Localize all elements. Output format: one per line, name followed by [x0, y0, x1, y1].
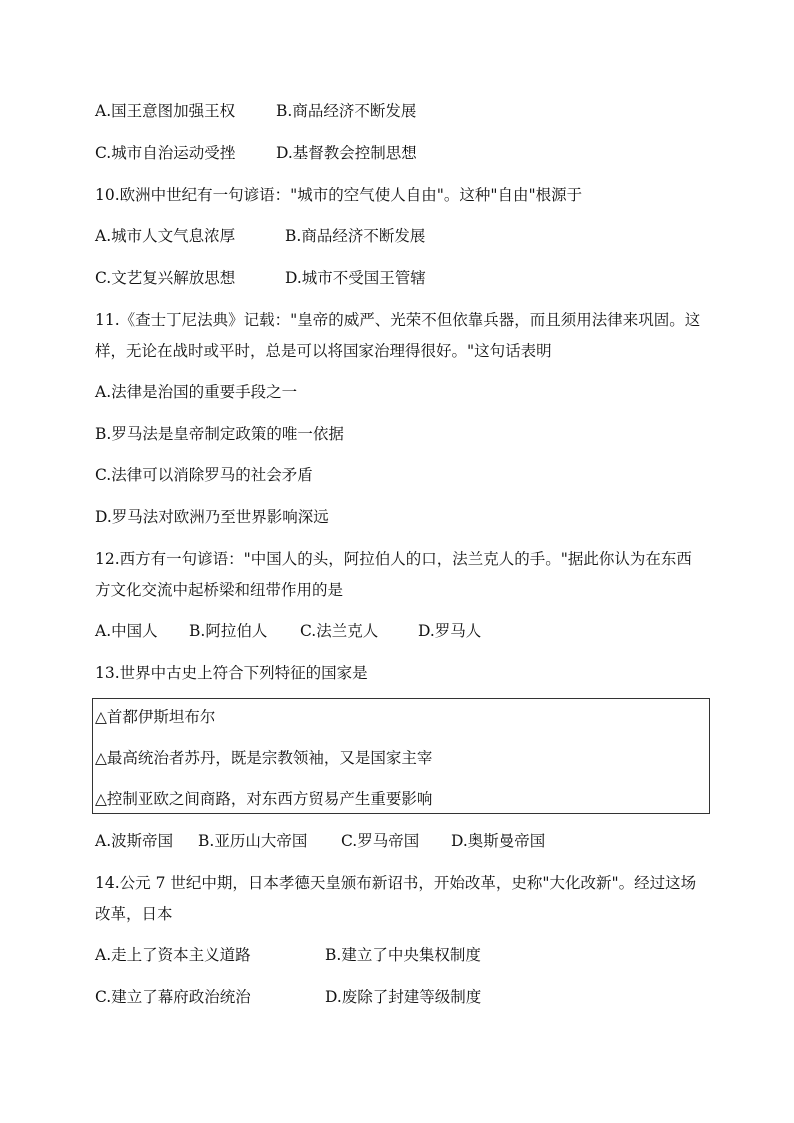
q11-option-a[interactable]: A.法律是治国的重要手段之一 [95, 383, 298, 401]
q11-option-c[interactable]: C.法律可以消除罗马的社会矛盾 [95, 466, 313, 484]
q9-option-c[interactable]: C.城市自治运动受挫 [95, 144, 236, 162]
q12-option-d[interactable]: D.罗马人 [418, 622, 482, 640]
q10-option-c[interactable]: C.文艺复兴解放思想 [95, 269, 236, 287]
q12-stem-line2: 方文化交流中起桥梁和纽带作用的是 [95, 581, 344, 599]
q14-stem-line1: 14.公元 7 世纪中期，日本孝德天皇颁布新诏书，开始改革，史称"大化改新"。经过这场 [95, 874, 697, 892]
q13-option-a[interactable]: A.波斯帝国 [95, 832, 174, 850]
q13-option-c[interactable]: C.罗马帝国 [341, 832, 420, 850]
q13-feature-2: △最高统治者苏丹，既是宗教领袖，又是国家主宰 [95, 749, 433, 767]
q12-option-b[interactable]: B.阿拉伯人 [189, 622, 268, 640]
q10-stem: 10.欧洲中世纪有一句谚语："城市的空气使人自由"。这种"自由"根源于 [95, 186, 583, 204]
q14-option-d[interactable]: D.废除了封建等级制度 [325, 988, 482, 1006]
q9-option-b[interactable]: B.商品经济不断发展 [276, 102, 417, 120]
q14-option-a[interactable]: A.走上了资本主义道路 [95, 946, 251, 964]
q10-option-d[interactable]: D.城市不受国王管辖 [285, 269, 426, 287]
q14-option-c[interactable]: C.建立了幕府政治统治 [95, 988, 251, 1006]
q10-option-a[interactable]: A.城市人文气息浓厚 [95, 227, 236, 245]
q14-stem-line2: 改革，日本 [95, 905, 173, 923]
q9-option-d[interactable]: D.基督教会控制思想 [276, 144, 417, 162]
q13-feature-3: △控制亚欧之间商路，对东西方贸易产生重要影响 [95, 790, 433, 808]
q13-option-d[interactable]: D.奥斯曼帝国 [451, 832, 546, 850]
q13-stem: 13.世界中古史上符合下列特征的国家是 [95, 664, 368, 682]
q11-option-b[interactable]: B.罗马法是皇帝制定政策的唯一依据 [95, 425, 344, 443]
q13-feature-1: △首都伊斯坦布尔 [95, 708, 216, 726]
q11-stem-line2: 样，无论在战时或平时，总是可以将国家治理得很好。"这句话表明 [95, 342, 552, 360]
q13-option-b[interactable]: B.亚历山大帝国 [198, 832, 308, 850]
q12-option-a[interactable]: A.中国人 [95, 622, 158, 640]
q11-option-d[interactable]: D.罗马法对欧洲乃至世界影响深远 [95, 508, 329, 526]
q13-feature-box [92, 698, 710, 814]
q12-stem-line1: 12.西方有一句谚语："中国人的头，阿拉伯人的口，法兰克人的手。"据此你认为在东西 [95, 550, 692, 568]
q11-stem-line1: 11.《查士丁尼法典》记载："皇帝的威严、光荣不但依靠兵器，而且须用法律来巩固。这 [95, 311, 701, 329]
q12-option-c[interactable]: C.法兰克人 [300, 622, 379, 640]
q9-option-a[interactable]: A.国王意图加强王权 [95, 102, 236, 120]
q10-option-b[interactable]: B.商品经济不断发展 [285, 227, 426, 245]
q14-option-b[interactable]: B.建立了中央集权制度 [325, 946, 481, 964]
